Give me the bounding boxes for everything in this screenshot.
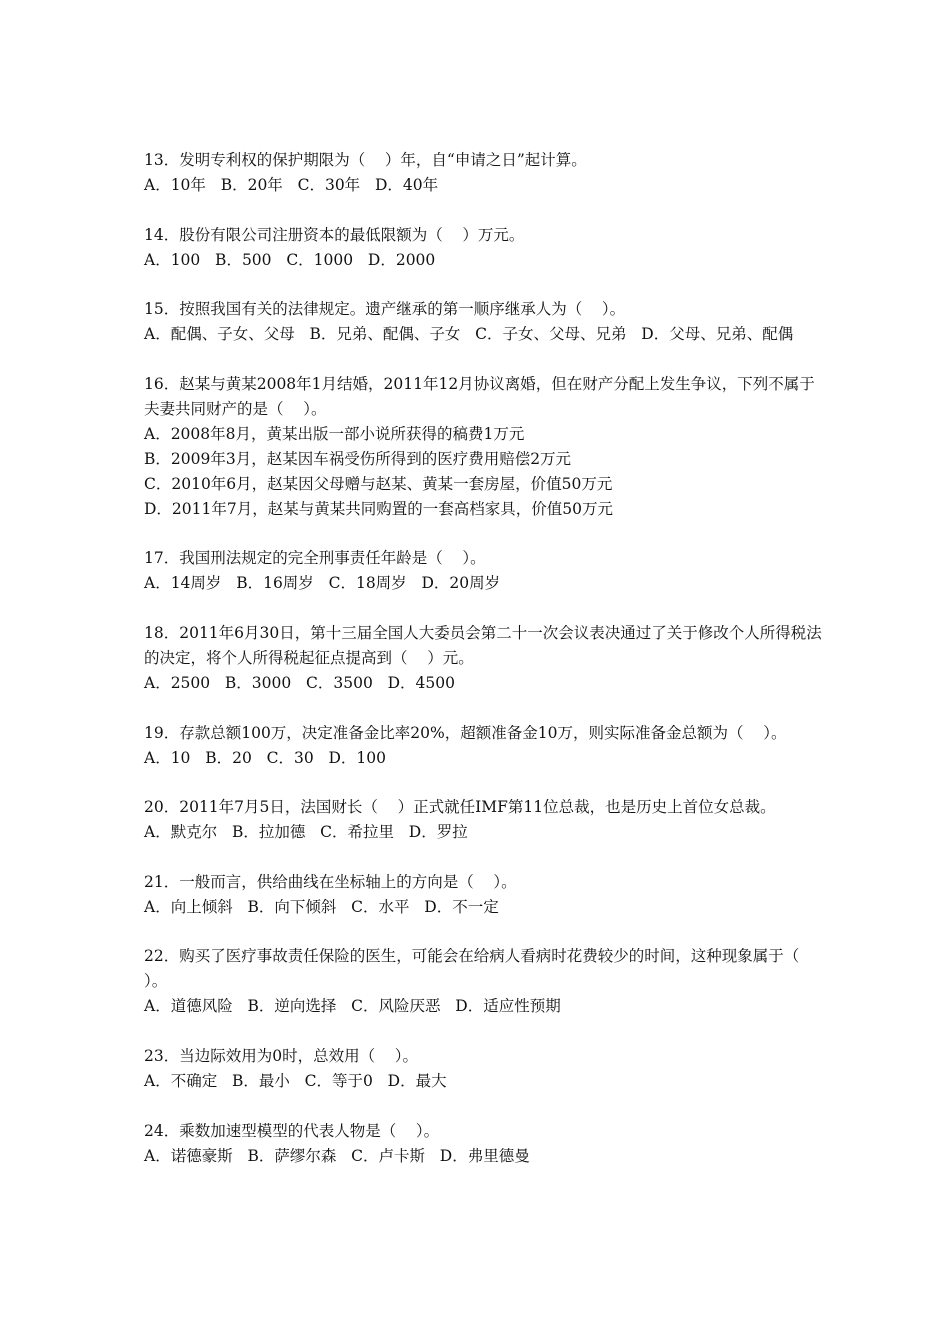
question-option-a: A．2008年8月，黄某出版一部小说所获得的稿费1万元	[144, 424, 525, 443]
question-stem: 15．按照我国有关的法律规定。遗产继承的第一顺序继承人为（ ）。	[144, 300, 626, 319]
question-options: A．向上倾斜 B．向下倾斜 C．水平 D．不一定	[144, 897, 499, 916]
question-21	[144, 870, 822, 920]
question-16	[144, 372, 822, 522]
question-14	[144, 223, 822, 273]
question-stem: 24．乘数加速型模型的代表人物是（ ）。	[144, 1121, 440, 1140]
question-options: A．10 B．20 C．30 D．100	[144, 748, 386, 767]
question-option-c: C．2010年6月，赵某因父母赠与赵某、黄某一套房屋，价值50万元	[144, 474, 613, 493]
question-stem: 20．2011年7月5日，法国财长（ ）正式就任IMF第11位总裁，也是历史上首位女总裁。	[144, 798, 776, 817]
question-17	[144, 546, 822, 596]
question-stem: 14．股份有限公司注册资本的最低限额为（ ）万元。	[144, 225, 525, 244]
question-22	[144, 944, 822, 1019]
question-options: A．100 B．500 C．1000 D．2000	[144, 250, 436, 269]
question-stem: 22．购买了医疗事故责任保险的医生，可能会在给病人看病时花费较少的时间，这种现象属于（ ）。	[144, 947, 819, 991]
question-15	[144, 297, 822, 347]
question-stem: 17．我国刑法规定的完全刑事责任年龄是（ ）。	[144, 549, 486, 568]
question-stem: 21．一般而言，供给曲线在坐标轴上的方向是（ ）。	[144, 872, 517, 891]
question-18	[144, 621, 822, 696]
question-options: A．2500 B．3000 C．3500 D．4500	[144, 673, 455, 692]
question-stem: 19．存款总额100万，决定准备金比率20%，超额准备金10万，则实际准备金总额为（ ）。	[144, 723, 787, 742]
question-stem: 18．2011年6月30日，第十三届全国人大委员会第二十一次会议表决通过了关于修改个人所得税法的决定，将个人所得税起征点提高到（ ）元。	[144, 623, 822, 667]
question-24	[144, 1119, 822, 1169]
question-options: A．14周岁 B．16周岁 C．18周岁 D．20周岁	[144, 574, 501, 593]
question-option-d: D．2011年7月，赵某与黄某共同购置的一套高档家具，价值50万元	[144, 499, 613, 518]
question-options: A．配偶、子女、父母 B．兄弟、配偶、子女 C．子女、父母、兄弟 D．父母、兄弟、配偶	[144, 325, 794, 344]
question-stem: 23．当边际效用为0时，总效用（ ）。	[144, 1046, 419, 1065]
question-options: A．道德风险 B．逆向选择 C．风险厌恶 D．适应性预期	[144, 997, 561, 1016]
question-stem: 13．发明专利权的保护期限为（ ）年，自“申请之日”起计算。	[144, 151, 587, 169]
question-13	[144, 148, 822, 198]
question-options: A．10年 B．20年 C．30年 D．40年	[144, 176, 439, 194]
question-20	[144, 795, 822, 845]
question-options: A．诺德豪斯 B．萨缪尔森 C．卢卡斯 D．弗里德曼	[144, 1146, 530, 1165]
question-stem: 16．赵某与黄某2008年1月结婚，2011年12月协议离婚，但在财产分配上发生争议，下列不属于夫妻共同财产的是（ ）。	[144, 374, 815, 418]
question-option-b: B．2009年3月，赵某因车祸受伤所得到的医疗费用赔偿2万元	[144, 449, 572, 468]
question-options: A．默克尔 B．拉加德 C．希拉里 D．罗拉	[144, 823, 468, 842]
question-19	[144, 721, 822, 771]
question-options: A．不确定 B．最小 C．等于0 D．最大	[144, 1071, 447, 1090]
question-23	[144, 1044, 822, 1094]
question-list	[144, 148, 822, 1193]
